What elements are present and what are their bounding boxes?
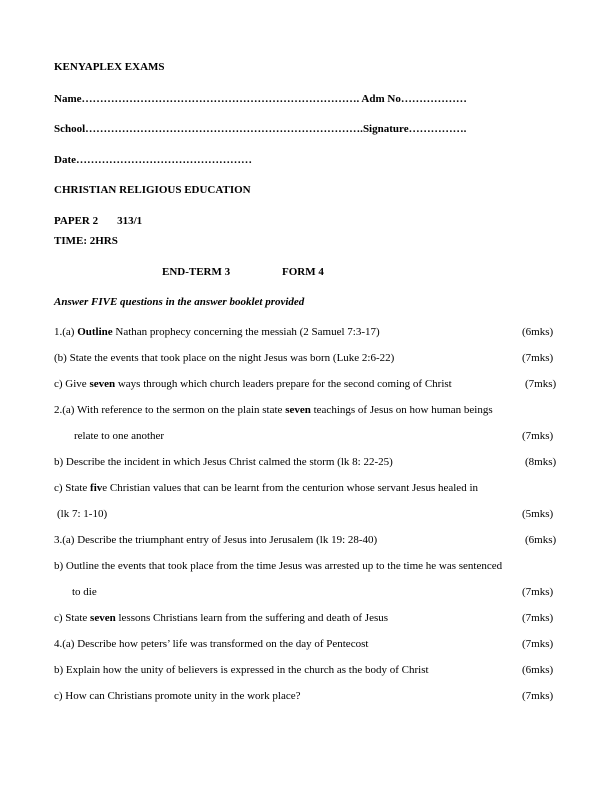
form-label: FORM 4 bbox=[282, 266, 324, 278]
question-4a-marks: (7mks) bbox=[522, 638, 554, 650]
question-1c-keyword: seven bbox=[89, 378, 116, 390]
question-2c-continued: (lk 7: 1-10) bbox=[57, 508, 108, 520]
question-1b: (b) State the events that took place on the night Jesus was born (Luke 2:6-22) bbox=[54, 352, 395, 364]
question-4b: b) Explain how the unity of believers is expressed in the church as the body of Christ bbox=[54, 664, 429, 676]
question-4c-marks: (7mks) bbox=[522, 690, 554, 702]
question-2a: 2.(a) With reference to the sermon on the plain state seven teachings of Jesus on how human beings bbox=[54, 404, 493, 416]
question-3c: c) State seven lessons Christians learn from the suffering and death of Jesus bbox=[54, 612, 389, 624]
question-2a-marks: (7mks) bbox=[522, 430, 554, 442]
question-1a-marks: (6mks) bbox=[522, 326, 554, 338]
question-3c-keyword: seven bbox=[90, 612, 116, 624]
question-2c: c) State five Christian values that can be learnt from the centurion whose servant Jesus healed in bbox=[54, 482, 478, 494]
question-3b-marks: (7mks) bbox=[522, 586, 554, 598]
question-2c-marks: (5mks) bbox=[522, 508, 554, 520]
term-label: END-TERM 3 bbox=[162, 266, 231, 278]
adm-no-field: Adm No……………… bbox=[361, 93, 467, 105]
question-3c-marks: (7mks) bbox=[522, 612, 554, 624]
question-3b-continued: to die bbox=[72, 586, 97, 598]
question-2c-keyword: fiv bbox=[90, 482, 103, 494]
question-2a-keyword: seven bbox=[285, 404, 311, 416]
question-4c: c) How can Christians promote unity in the work place? bbox=[54, 690, 301, 702]
school-field-line bbox=[54, 122, 466, 136]
question-4a: 4.(a) Describe how peters’ life was transformed on the day of Pentecost bbox=[54, 638, 369, 650]
subject-title: CHRISTIAN RELIGIOUS EDUCATION bbox=[54, 184, 251, 196]
date-field: Date………………………………………… bbox=[54, 154, 252, 166]
name-field: Name…………………………………………………………………. bbox=[54, 93, 360, 105]
question-3b: b) Outline the events that took place from the time Jesus was arrested up to the time he was sentenced bbox=[54, 560, 503, 572]
paper-label: PAPER 2 bbox=[54, 215, 99, 227]
signature-field: Signature……………. bbox=[362, 123, 467, 135]
question-2b: b) Describe the incident in which Jesus Christ calmed the storm (lk 8: 22-25) bbox=[54, 456, 393, 468]
name-field-line bbox=[54, 92, 467, 106]
paper-code: 313/1 bbox=[117, 215, 143, 227]
question-4b-marks: (6mks) bbox=[522, 664, 554, 676]
question-3a: 3.(a) Describe the triumphant entry of Jesus into Jerusalem (lk 19: 28-40) bbox=[54, 534, 378, 546]
question-1a-keyword: Outline bbox=[77, 326, 113, 338]
question-1c-marks: (7mks) bbox=[525, 378, 557, 390]
paper-line bbox=[54, 214, 142, 228]
exam-body-title: KENYAPLEX EXAMS bbox=[54, 61, 165, 73]
question-3a-marks: (6mks) bbox=[525, 534, 557, 546]
question-2a-continued: relate to one another bbox=[74, 430, 165, 442]
instructions: Answer FIVE questions in the answer booklet provided bbox=[54, 296, 305, 308]
question-1b-marks: (7mks) bbox=[522, 352, 554, 364]
time-label: TIME: 2HRS bbox=[54, 235, 118, 247]
question-2b-marks: (8mks) bbox=[525, 456, 557, 468]
school-field: School…………………………………………………………………. bbox=[54, 123, 363, 135]
question-1c: c) Give seven ways through which church leaders prepare for the second coming of Christ bbox=[54, 378, 452, 390]
question-1a: 1.(a) Outline Nathan prophecy concerning the messiah (2 Samuel 7:3-17) bbox=[54, 326, 380, 338]
